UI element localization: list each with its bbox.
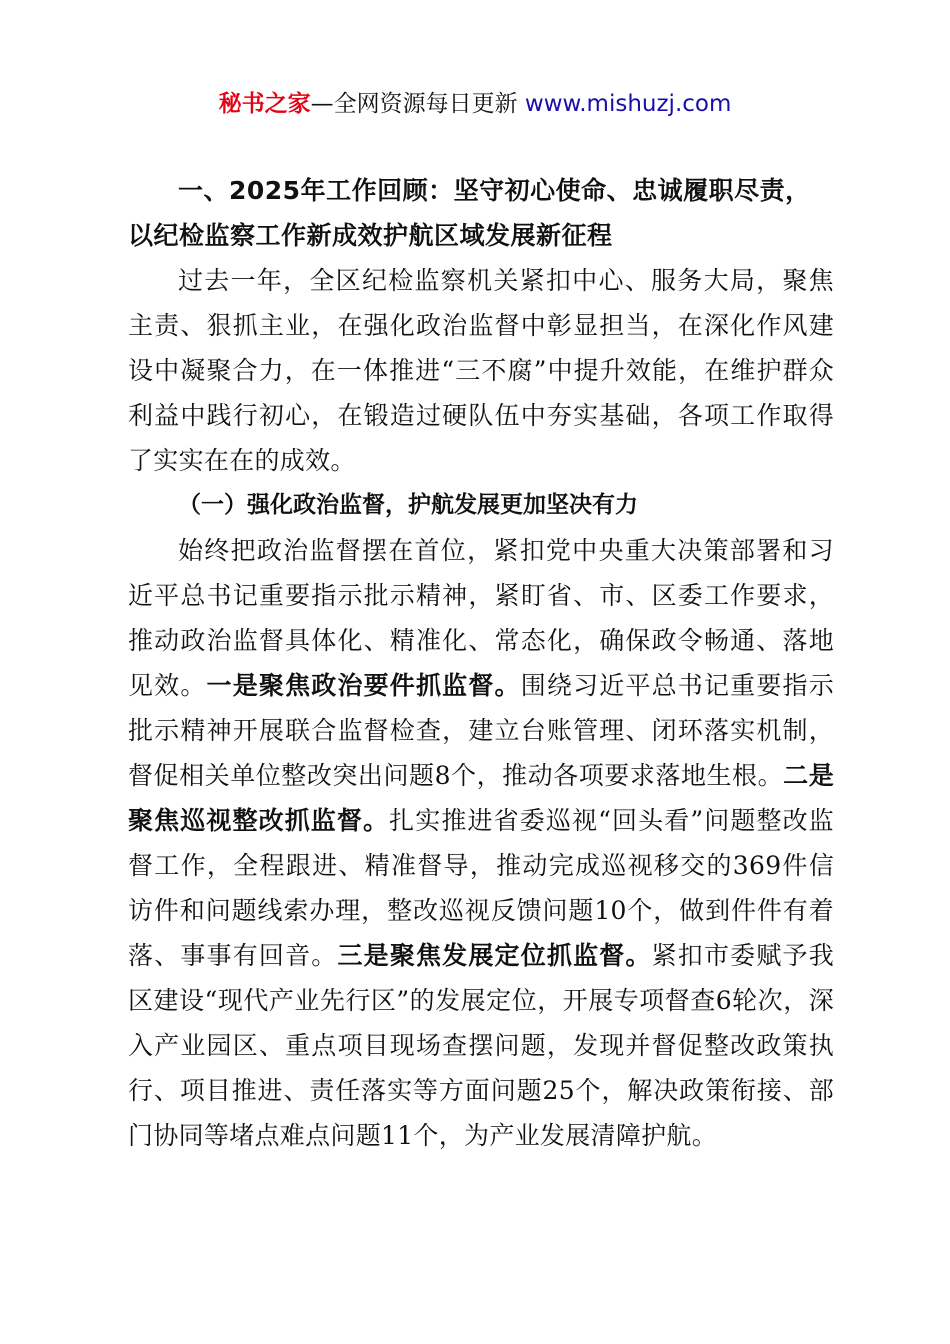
section-heading: 一、2025年工作回顾：坚守初心使命、忠诚履职尽责，以纪检监察工作新成效护航区域发展新征程	[128, 176, 811, 250]
point-three-title: 三是聚焦发展定位抓监督。	[337, 941, 652, 970]
section-intro-paragraph: 过去一年，全区纪检监察机关紧扣中心、服务大局，聚焦主责、狠抓主业，在强化政治监督中彰显担当，在深化作风建设中凝聚合力，在一体推进“三不腐”中提升效能，在维护群众利益中践行初心，在锻造过硬队伍中夯实基础，各项工作取得了实实在在的成效。	[128, 266, 834, 475]
document-body	[128, 168, 834, 1158]
point-three-text: 紧扣市委赋予我区建设“现代产业先行区”的发展定位，开展专项督查6轮次，深入产业园区、重点项目现场查摆问题，发现并督促整改政策执行、项目推进、责任落实等方面问题25个，解决政策衔接、部门协同等堵点难点问题11个，为产业发展清障护航。	[128, 941, 835, 1150]
paragraph-lead: 始终把政治监督摆在首位，紧扣党中央重大决策部署和习近平总书记重要指示批示精神，紧盯省、市、区委工作要求，推动政治监督具体化、精准化、常态化，确保政令畅通、落地见效。	[128, 536, 834, 700]
header-tagline: —全网资源每日更新	[310, 91, 525, 117]
subsection-heading: （一）强化政治监督，护航发展更加坚决有力	[178, 492, 638, 518]
site-header	[0, 84, 950, 124]
point-two-title: 二是聚焦巡视整改抓监督。	[128, 761, 834, 835]
point-two-text: 扎实推进省委巡视“回头看”问题整改监督工作，全程跟进、精准督导，推动完成巡视移交的369件信访件和问题线索办理，整改巡视反馈问题10个，做到件件有着落、事事有回音。	[128, 806, 834, 970]
brand-name: 秘书之家	[218, 91, 311, 117]
site-url[interactable]: www.mishuzj.com	[524, 91, 732, 117]
point-one-title: 一是聚焦政治要件抓监督。	[206, 671, 521, 700]
point-one-text: 围绕习近平总书记重要指示批示精神开展联合监督检查，建立台账管理、闭环落实机制，督促相关单位整改突出问题8个，推动各项要求落地生根。	[128, 671, 834, 790]
subsection-paragraph	[128, 528, 834, 1158]
